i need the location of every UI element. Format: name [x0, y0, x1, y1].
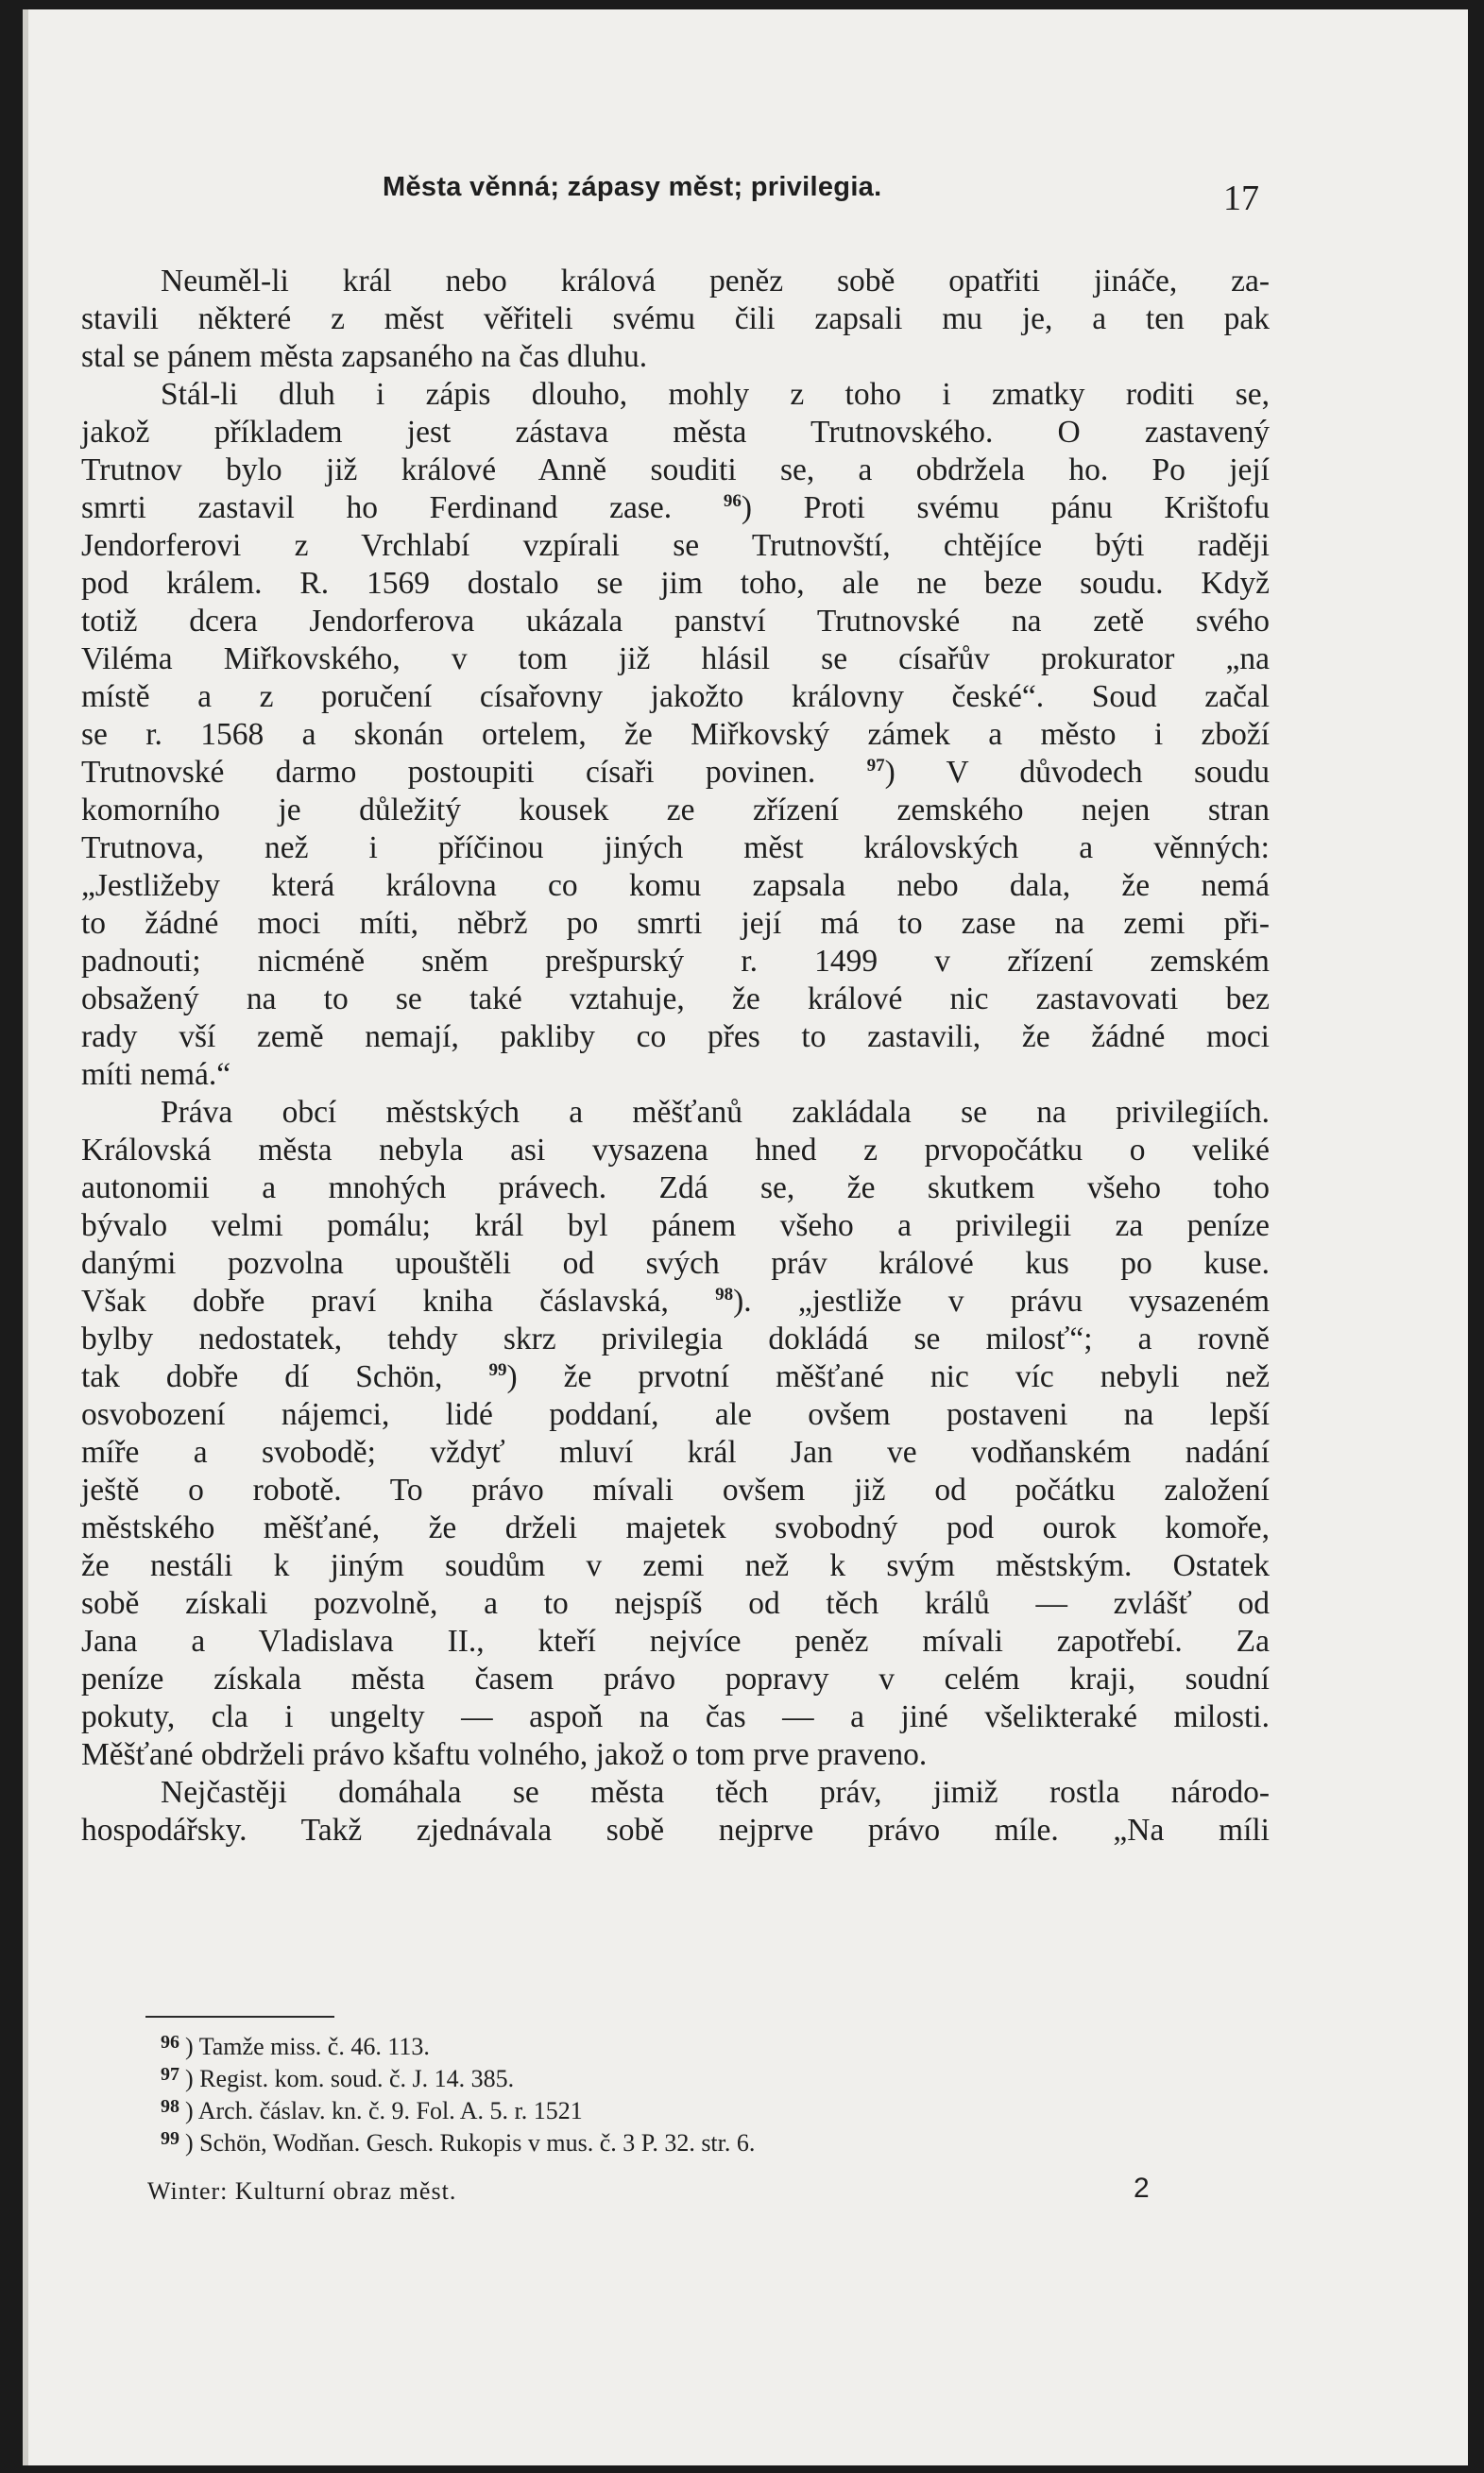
line-text: Viléma Miřkovského, v tom již hlásil se císařův prokurator „na [81, 641, 1270, 676]
signature-sheet-number: 2 [1134, 2173, 1150, 2204]
line-text: se r. 1568 a skonán ortelem, že Miřkovský zámek a město i zboží [81, 717, 1270, 752]
text-line [81, 1774, 1270, 1812]
book-page [23, 9, 1468, 2465]
text-line: smrti zastavil ho Ferdinand zase. $^{96}$) Proti svému pánu Krištofu [81, 490, 1271, 525]
line-text: pokuty, cla i ungelty — aspoň na čas — a jiné všelikteraké milosti. [81, 1699, 1270, 1734]
line-text: jakož příkladem jest zástava města Trutnovského. O zastavený [81, 415, 1270, 450]
text-line: tak dobře dí Schön, $^{99}$) že prvotní měšťané nic víc nebyli než [81, 1359, 1270, 1394]
text-line [81, 300, 1270, 338]
text-line [81, 1547, 1270, 1585]
footnote-mark: 97 [161, 2064, 179, 2085]
line-text: to žádné moci míti, něbrž po smrti její má to zase na zemi při- [81, 906, 1270, 941]
page-number: 17 [1223, 179, 1259, 218]
text-line [81, 565, 1270, 603]
line-text: Trutnovské darmo postoupiti císaři povinen. [81, 755, 816, 790]
footnotes [161, 2031, 1247, 2159]
text-line [81, 867, 1270, 905]
text-line [81, 1396, 1270, 1434]
line-text: rady vší země nemají, pakliby co přes to zastavili, že žádné moci [81, 1019, 1270, 1054]
line-text: „Jestližeby která královna co komu zapsala nebo dala, že nemá [81, 868, 1270, 903]
text-line [81, 905, 1270, 943]
text-line [81, 1207, 1270, 1245]
line-text: peníze získala města časem právo popravy v celém kraji, soudní [81, 1662, 1270, 1697]
text-line [81, 640, 1270, 678]
footnote: $^{97}$ ) Regist. kom. soud. č. J. 14. 385. [161, 2064, 515, 2092]
line-text: stavili některé z měst věřiteli svému čili zapsali mu je, a ten pak [81, 301, 1270, 336]
line-text: městského měšťané, že drželi majetek svobodný pod ourok komoře, [81, 1510, 1270, 1545]
line-text: Jendorferovi z Vrchlabí vzpírali se Trutnovští, chtějíce býti raději [81, 528, 1270, 563]
text-line [81, 414, 1270, 452]
text-line [81, 1698, 1270, 1736]
text-line [81, 263, 1270, 300]
line-text: sobě získali pozvolně, a to nejspíš od těch králů — zvlášť od [81, 1586, 1270, 1621]
text-line: Trutnovské darmo postoupiti císaři povinen. $^{97}$) V důvodech soudu [81, 755, 1270, 790]
line-text-continued: . „jestliže v právu vysazeném [743, 1284, 1271, 1319]
body-text [81, 263, 1270, 1850]
line-text: Stál-li dluh i zápis dlouho, mohly z toho i zmatky roditi se, [161, 377, 1270, 412]
text-line [81, 1736, 1270, 1774]
text-line [81, 1472, 1270, 1509]
footnote-reference: 96 [723, 491, 742, 511]
footnote-text: Tamže miss. č. 46. 113. [198, 2033, 430, 2060]
line-text: Neuměl-li král nebo králová peněz sobě opatřiti jináče, za- [161, 264, 1270, 298]
text-line [81, 376, 1270, 414]
line-text: obsažený na to se také vztahuje, že králové nic zastavovati bez [81, 981, 1270, 1016]
line-text: padnouti; nicméně sněm prešpurský r. 1499 v zřízení zemském [81, 944, 1270, 979]
text-line [81, 716, 1270, 754]
footnote: $^{98}$ ) Arch. čáslav. kn. č. 9. Fol. A. 5. r. 1521 [161, 2096, 583, 2124]
footnote-text: Arch. čáslav. kn. č. 9. Fol. A. 5. r. 1521 [197, 2097, 583, 2124]
text-line [81, 1056, 1270, 1094]
line-text: autonomii a mnohých právech. Zdá se, že skutkem všeho toho [81, 1170, 1270, 1205]
line-text: místě a z poručení císařovny jakožto královny české“. Soud začal [81, 679, 1270, 714]
text-line [81, 1661, 1270, 1698]
line-text: hospodářsky. Takž zjednávala sobě nejprve právo míle. „Na míli [81, 1813, 1270, 1848]
line-text: pod králem. R. 1569 dostalo se jim toho, ale ne beze soudu. Když [81, 566, 1270, 601]
text-line [81, 1434, 1270, 1472]
line-text: že nestáli k jiným soudům v zemi než k svým městským. Ostatek [81, 1548, 1270, 1583]
footnote-mark: 98 [161, 2096, 179, 2117]
text-line [81, 981, 1270, 1018]
line-text: míře a svobodě; vždyť mluví král Jan ve vodňanském nadání [81, 1435, 1270, 1470]
text-line [81, 338, 1270, 376]
line-text-continued: Proti svému pánu Krištofu [752, 490, 1271, 525]
line-text: stal se pánem města zapsaného na čas dluhu. [81, 339, 648, 374]
line-text: Jana a Vladislava II., kteří nejvíce peněz mívali zapotřebí. Za [81, 1624, 1270, 1659]
text-line [81, 1018, 1270, 1056]
text-line [81, 1132, 1270, 1169]
line-text: Práva obcí městských a měšťanů zakládala se na privilegiích. [161, 1095, 1270, 1130]
line-text: danými pozvolna upouštěli od svých práv králové kus po kuse. [81, 1246, 1270, 1281]
line-text-continued: V důvodech soudu [895, 755, 1270, 790]
line-text: Trutnov bylo již králové Anně souditi se, a obdržela ho. Po její [81, 452, 1270, 487]
text-line [81, 527, 1270, 565]
page-header [28, 172, 1468, 219]
signature-line: Winter: Kulturní obraz měst. [147, 2177, 457, 2205]
text-line [81, 678, 1270, 716]
footnote: $^{96}$ ) Tamže miss. č. 46. 113. [161, 2032, 430, 2060]
line-text: smrti zastavil ho Ferdinand zase. [81, 490, 673, 525]
footnote-text: Regist. kom. soud. č. J. 14. 385. [199, 2065, 515, 2092]
text-line [81, 603, 1270, 640]
footnote-mark: 99 [161, 2128, 179, 2149]
text-line [81, 1585, 1270, 1623]
text-line [81, 1812, 1270, 1850]
line-text-continued: že prvotní měšťané nic víc nebyli než [517, 1359, 1270, 1394]
footnote-reference: 99 [488, 1360, 507, 1380]
footnote-mark: 96 [161, 2032, 179, 2053]
text-line [81, 1321, 1270, 1358]
line-text: komorního je důležitý kousek ze zřízení zemského nejen stran [81, 793, 1270, 827]
text-line [81, 829, 1270, 867]
text-line [81, 792, 1270, 829]
footnote: $^{99}$ ) Schön, Wodňan. Gesch. Rukopis v mus. č. 3 P. 32. str. 6. [161, 2128, 756, 2157]
footnote-reference: 97 [866, 756, 885, 776]
line-text: Královská města nebyla asi vysazena hned z prvopočátku o veliké [81, 1133, 1270, 1168]
footnote-text: Schön, Wodňan. Gesch. Rukopis v mus. č. 3 P. 32. str. 6. [199, 2129, 756, 2157]
footnote-divider [145, 2016, 334, 2018]
line-text: míti nemá.“ [81, 1057, 231, 1092]
text-line [81, 1509, 1270, 1547]
line-text: ještě o robotě. To právo mívali ovšem již od počátku založení [81, 1473, 1270, 1508]
line-text: bylby nedostatek, tehdy skrz privilegia dokládá se milosť“; a rovně [81, 1322, 1270, 1356]
line-text: Měšťané obdrželi právo kšaftu volného, jakož o tom prve praveno. [81, 1737, 928, 1772]
footnote-reference: 98 [715, 1285, 734, 1305]
text-line [81, 943, 1270, 981]
running-head: Města věnná; zápasy měst; privilegia. [383, 172, 882, 202]
line-text: totiž dcera Jendorferova ukázala panství Trutnovské na zetě svého [81, 604, 1270, 639]
line-text: Však dobře praví kniha čáslavská, [81, 1284, 669, 1319]
line-text: bývalo velmi pomálu; král byl pánem všeho a privilegii za peníze [81, 1208, 1270, 1243]
line-text: tak dobře dí Schön, [81, 1359, 443, 1394]
line-text: osvobození nájemci, lidé poddaní, ale ovšem postaveni na lepší [81, 1397, 1270, 1432]
line-text: Trutnova, než i příčinou jiných měst královských a věnných: [81, 830, 1270, 865]
text-line: Však dobře praví kniha čáslavská, $^{98}$). „jestliže v právu vysazeném [81, 1284, 1271, 1319]
text-line [81, 1623, 1270, 1661]
text-line [81, 1094, 1270, 1132]
line-text: Nejčastěji domáhala se města těch práv, jimiž rostla národo- [161, 1775, 1270, 1810]
text-line [81, 1245, 1270, 1283]
text-line [81, 452, 1270, 489]
text-line [81, 1169, 1270, 1207]
